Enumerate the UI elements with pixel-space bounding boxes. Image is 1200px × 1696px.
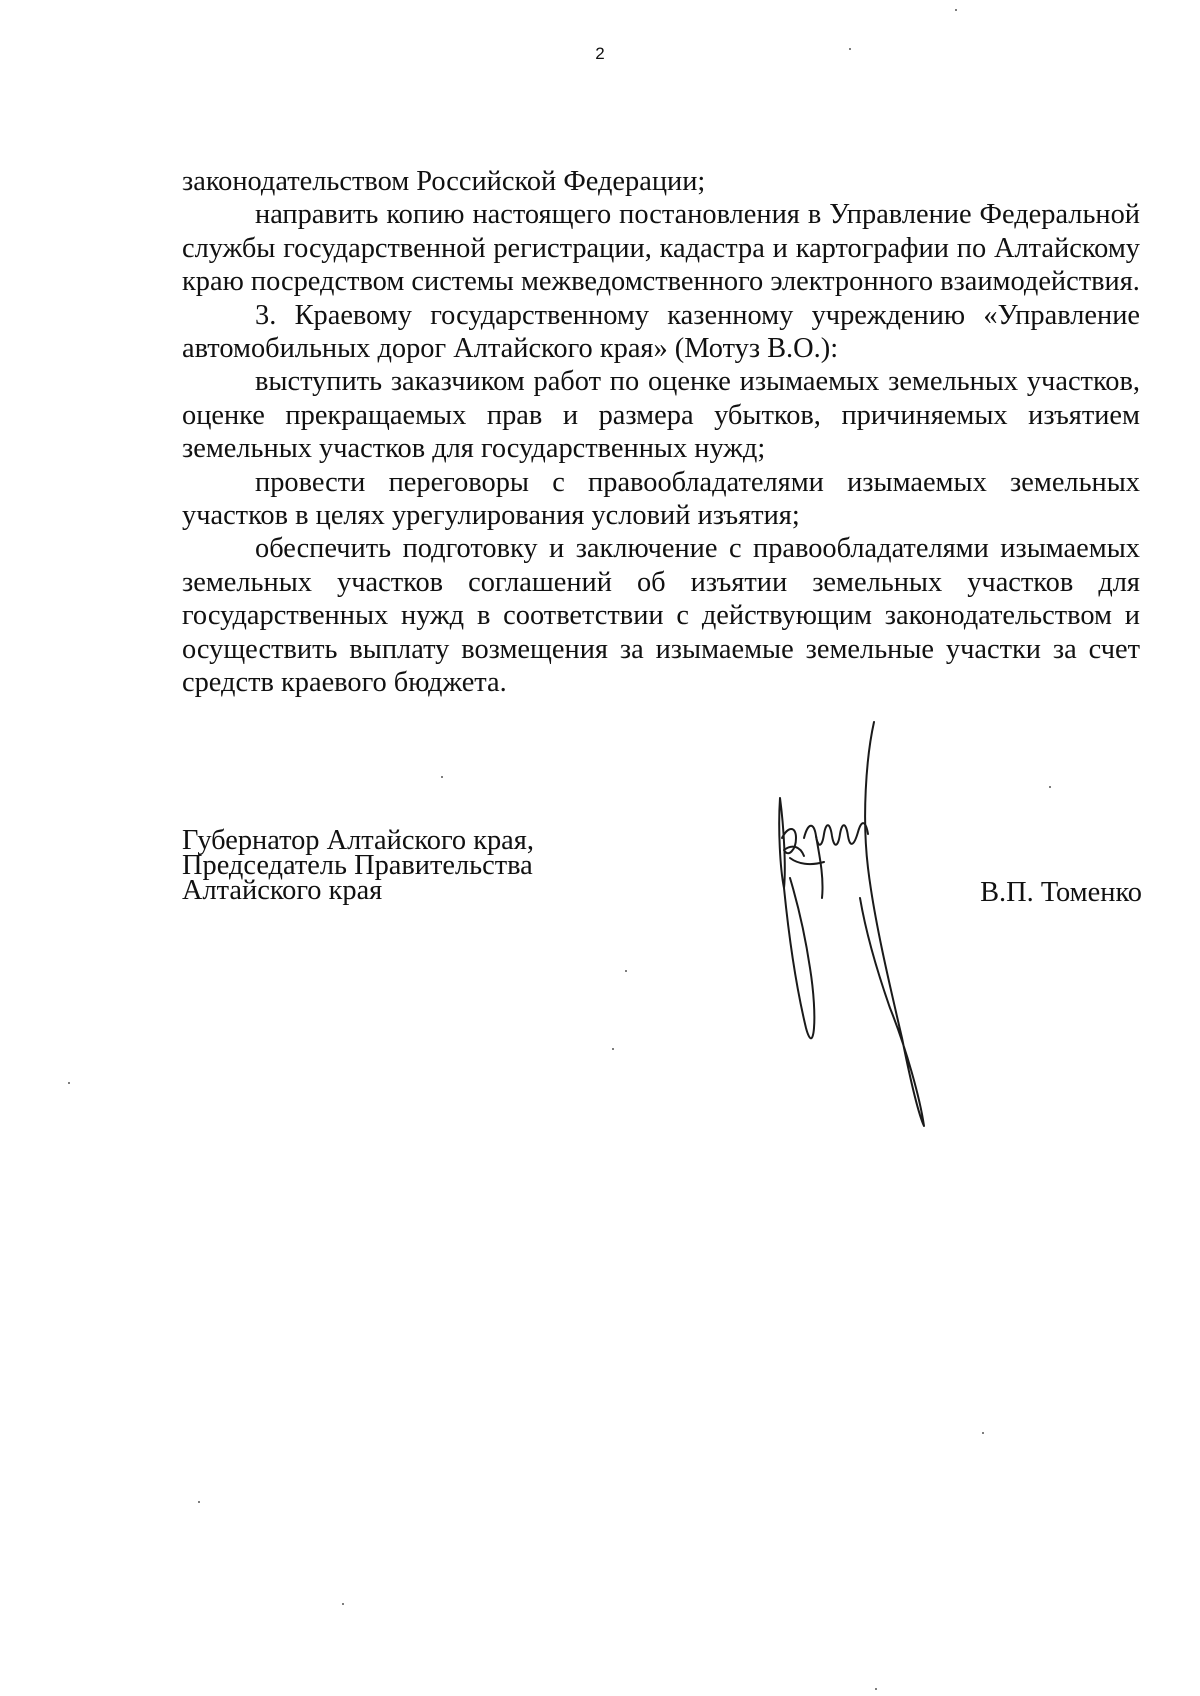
paragraph-send-copy: направить копию настоящего постановления в Управление Федеральной службы государственной регистрации, кадастра и картографии по Алтайскому краю посредством системы межведомственного электронного взаимодействия. [182, 199, 1140, 298]
scan-speck [342, 1603, 344, 1605]
paragraph-negotiations: провести переговоры с правообладателями изымаемых земельных участков в целях урегулирования условий изъятия; [182, 466, 1140, 532]
signatory-name: В.П. Томенко [980, 877, 1142, 908]
scan-speck [441, 776, 443, 778]
handwritten-signature [770, 718, 930, 1128]
signatory-position-line: Председатель Правительства [182, 850, 533, 881]
scan-speck [1049, 786, 1051, 788]
paragraph-act-as-customer: выступить заказчиком работ по оценке изымаемых земельных участков, оценке прекращаемых прав и размера убытков, причиняемых изъятием земельных участков для государственных нужд; [182, 366, 1140, 465]
scan-speck [612, 1048, 614, 1050]
scan-speck [68, 1082, 70, 1084]
paragraph-agreements: обеспечить подготовку и заключение с правообладателями изымаемых земельных участков соглашений об изъятии земельных участков для государственных нужд в соответствии с действующим законодательством и осуществить выплату возмещения за изымаемые земельные участки за счет средств краевого бюджета. [182, 533, 1140, 699]
document-body [182, 165, 1140, 700]
paragraph-continuation: законодательством Российской Федерации; [182, 166, 706, 197]
scan-speck [982, 1432, 984, 1434]
scan-speck [198, 1501, 200, 1503]
signatory-position-line: Губернатор Алтайского края, [182, 825, 534, 856]
scan-speck [955, 9, 957, 11]
paragraph-item-3: 3. Краевому государственному казенному учреждению «Управление автомобильных дорог Алтайского края» (Мотуз В.О.): [182, 299, 1140, 365]
scan-speck [625, 970, 627, 972]
signatory-position-line: Алтайского края [182, 875, 383, 906]
scan-speck [875, 1688, 877, 1690]
page-number: 2 [595, 44, 605, 63]
signatory-position [182, 825, 534, 906]
scan-speck [849, 48, 851, 50]
